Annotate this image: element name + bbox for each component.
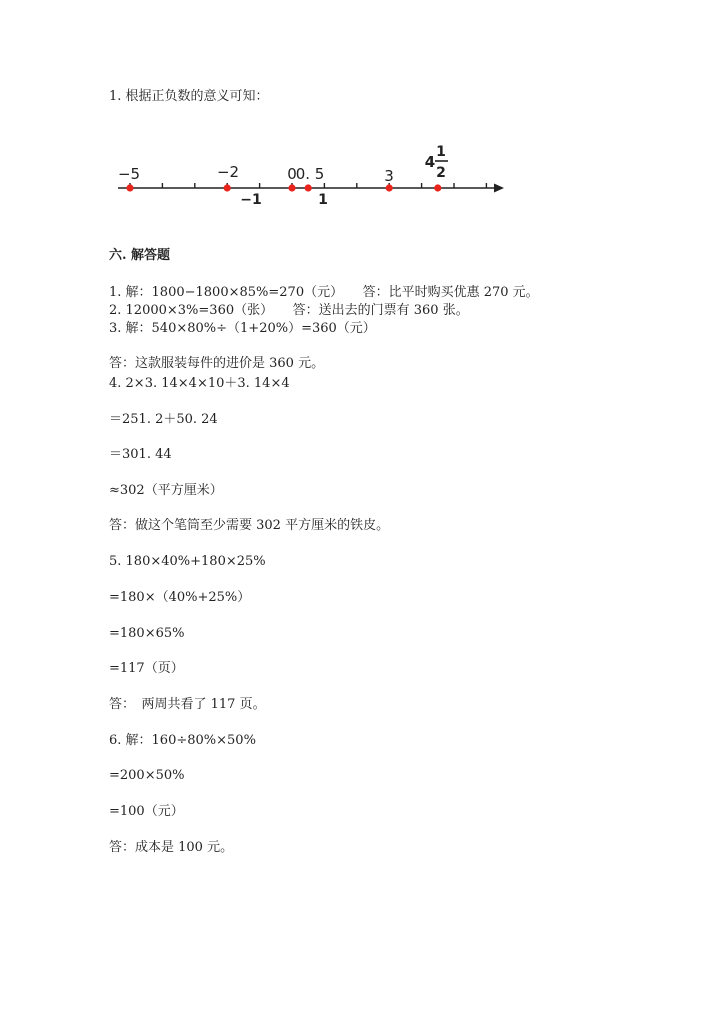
answer-line-3: 3. 解：540×80%÷（1+20%）=360（元） [109, 321, 376, 336]
number-point [386, 184, 393, 191]
answer-line-9: 答：做这个笔筒至少需要 302 平方厘米的铁皮。 [109, 518, 390, 533]
answer-line-13: =117（页） [109, 661, 184, 676]
label-zero: 0 [287, 165, 297, 183]
label-half: 0. 5 [295, 165, 325, 183]
number-point [288, 184, 295, 191]
answer-line-11: =180×（40%+25%） [109, 590, 251, 605]
arrow-head-icon [494, 184, 504, 193]
answer-line-16: =200×50% [109, 768, 185, 783]
label-neg1: −1 [240, 192, 262, 208]
answer-line-7: ＝301. 44 [109, 447, 172, 462]
answer-line-12: =180×65% [109, 626, 185, 641]
answer-line-15: 6. 解：160÷80%×50% [109, 733, 256, 748]
section-heading: 六. 解答题 [109, 248, 171, 263]
label-neg2: −2 [216, 163, 240, 181]
answer-line-6: ＝251. 2＋50. 24 [109, 412, 218, 427]
label-three: 3 [384, 167, 394, 185]
answer-line-2: 2. 12000×3%=360（张） 答：送出去的门票有 360 张。 [109, 303, 469, 318]
number-point [305, 184, 312, 191]
answer-line-18: 答：成本是 100 元。 [109, 840, 234, 855]
number-point [126, 184, 133, 191]
label-one: 1 [318, 192, 328, 208]
number-point [224, 184, 231, 191]
label-neg5: −5 [117, 165, 141, 183]
number-line-figure [100, 132, 520, 214]
mixed-fraction-denominator: 2 [436, 165, 446, 181]
answer-line-4: 答：这款服装每件的进价是 360 元。 [109, 356, 325, 371]
number-point [434, 184, 441, 191]
mixed-fraction-numerator: 1 [436, 144, 446, 160]
answer-line-10: 5. 180×40%+180×25% [109, 554, 266, 569]
answer-line-14: 答： 两周共看了 117 页。 [109, 697, 266, 712]
mixed-fraction-whole: 4 [424, 153, 436, 171]
answer-line-17: =100（元） [109, 804, 184, 819]
intro-line: 1. 根据正负数的意义可知： [109, 89, 269, 104]
answer-line-5: 4. 2×3. 14×4×10＋3. 14×4 [109, 376, 290, 391]
answer-line-1: 1. 解：1800−1800×85%=270（元） 答：比平时购买优惠 270 元。 [109, 285, 539, 300]
answer-line-8: ≈302（平方厘米） [109, 483, 223, 498]
